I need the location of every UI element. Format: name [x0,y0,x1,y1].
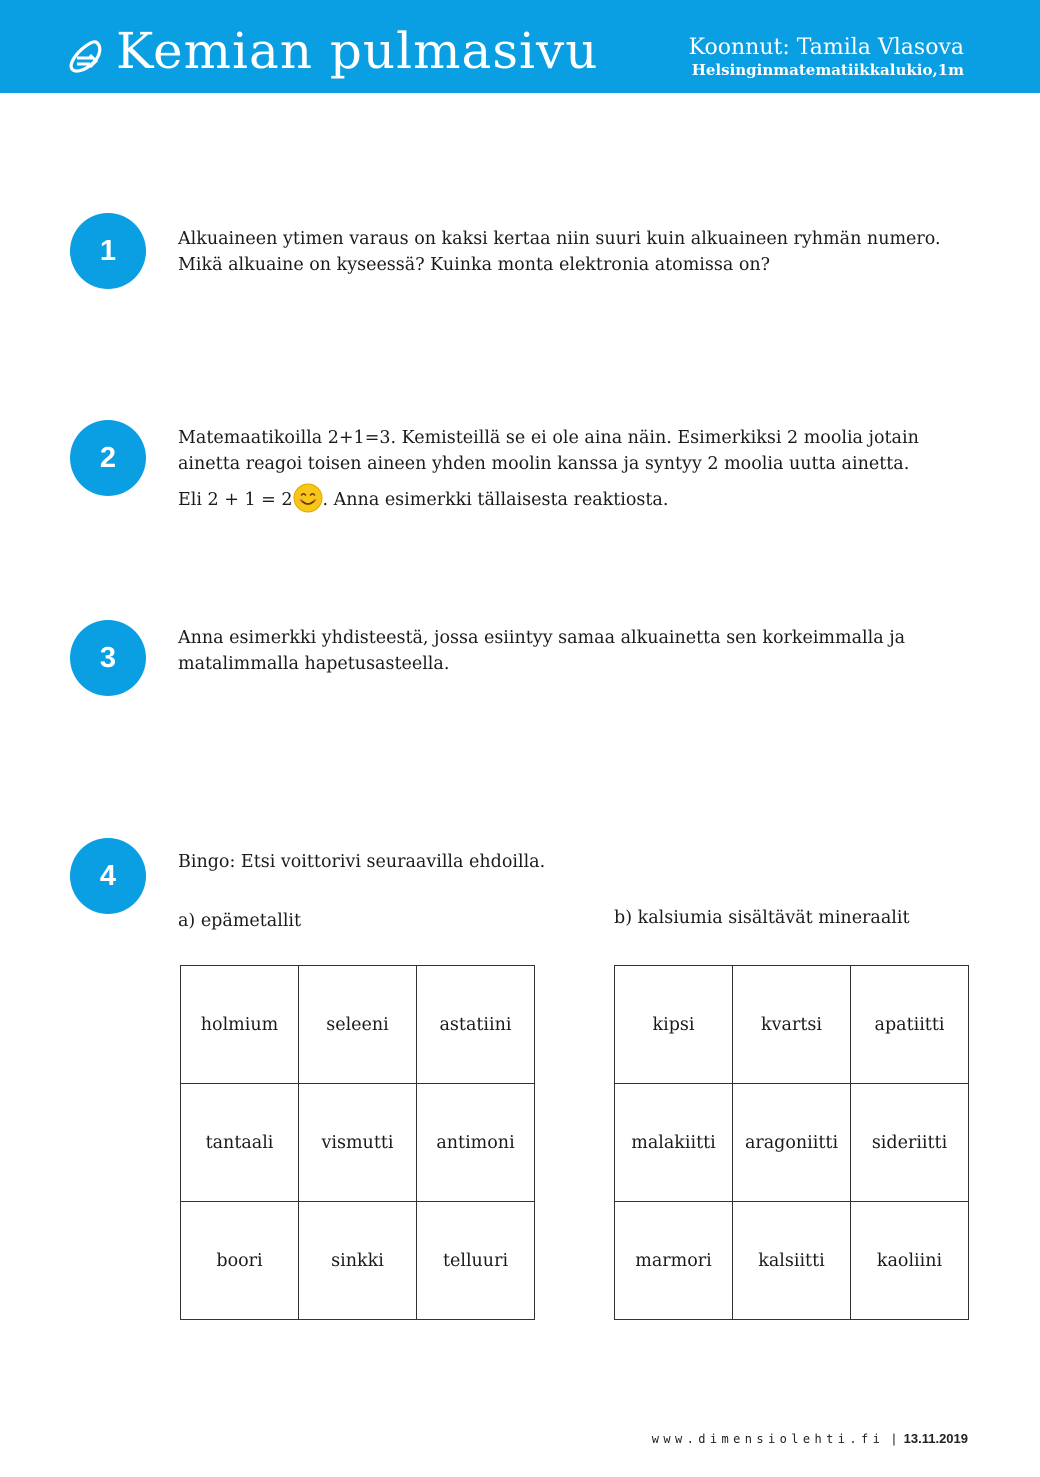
bingo-cell[interactable]: kvartsi [733,966,851,1084]
problem-2-line-1: Matemaatikoilla 2+1=3. Kemisteillä se ei ole aina näin. Esimerkiksi 2 moolia jotain [178,428,919,448]
bingo-cell[interactable]: tantaali [181,1084,299,1202]
bingo-cell[interactable]: kalsiitti [733,1202,851,1320]
problem-number-1: 1 [70,213,146,289]
bingo-cell[interactable]: apatiitti [851,966,969,1084]
grid-b-label: b) kalsiumia sisältävät mineraalit [614,908,910,928]
bingo-grid-b [614,965,969,1320]
footer-website[interactable]: www.dimensiolehti.fi [651,1432,885,1446]
problem-1-line-2: Mikä alkuaine on kyseessä? Kuinka monta elektronia atomissa on? [178,255,771,275]
school-name: Helsinginmatematiikkalukio,1m [691,61,964,79]
bingo-grid-a [180,965,535,1320]
table-row [181,1084,535,1202]
bingo-cell[interactable]: telluuri [417,1202,535,1320]
bingo-cell[interactable]: sinkki [299,1202,417,1320]
problem-1-line-1: Alkuaineen ytimen varaus on kaksi kertaa niin suuri kuin alkuaineen ryhmän numero. [178,229,941,249]
table-row [615,1084,969,1202]
page-header [0,0,1040,93]
bingo-cell[interactable]: boori [181,1202,299,1320]
problem-3-text [178,625,978,677]
bingo-cell[interactable]: astatiini [417,966,535,1084]
problem-3-line-2: matalimmalla hapetusasteella. [178,654,450,674]
bingo-cell[interactable]: holmium [181,966,299,1084]
bingo-cell[interactable]: kipsi [615,966,733,1084]
problem-4-intro: Bingo: Etsi voittorivi seuraavilla ehdoilla. [178,852,546,872]
bingo-cell[interactable]: antimoni [417,1084,535,1202]
bingo-cell[interactable]: seleeni [299,966,417,1084]
problem-2-question: . Anna esimerkki tällaisesta reaktiosta. [322,490,669,510]
smiley-face-icon [293,483,323,513]
bingo-cell[interactable]: aragoniitti [733,1084,851,1202]
problem-number-4: 4 [70,838,146,914]
footer-date: 13.11.2019 [903,1431,968,1446]
bingo-cell[interactable]: malakiitti [615,1084,733,1202]
problem-number-3: 3 [70,620,146,696]
problem-1-text [178,226,978,278]
grid-a-label: a) epämetallit [178,911,302,931]
table-row [181,1202,535,1320]
problem-2-text [178,425,978,513]
problem-3-line-1: Anna esimerkki yhdisteestä, jossa esiintyy samaa alkuainetta sen korkeimmalla ja [178,628,906,648]
problem-2-line-2: ainetta reagoi toisen aineen yhden moolin kanssa ja syntyy 2 moolia uutta ainetta. [178,454,910,474]
page-title: Kemian pulmasivu [116,22,599,80]
table-row [181,966,535,1084]
problem-2-line-3 [178,487,978,513]
footer-separator: | [892,1431,896,1446]
bingo-cell[interactable]: kaoliini [851,1202,969,1320]
problem-2-equation: Eli 2 + 1 = 2 [178,490,293,510]
dimensio-logo-icon [68,38,106,76]
table-row [615,1202,969,1320]
bingo-cell[interactable]: vismutti [299,1084,417,1202]
bingo-cell[interactable]: marmori [615,1202,733,1320]
table-row [615,966,969,1084]
bingo-cell[interactable]: sideriitti [851,1084,969,1202]
compiler-credit: Koonnut: Tamila Vlasova [688,35,964,60]
page-footer [652,1431,968,1446]
problem-number-2: 2 [70,420,146,496]
